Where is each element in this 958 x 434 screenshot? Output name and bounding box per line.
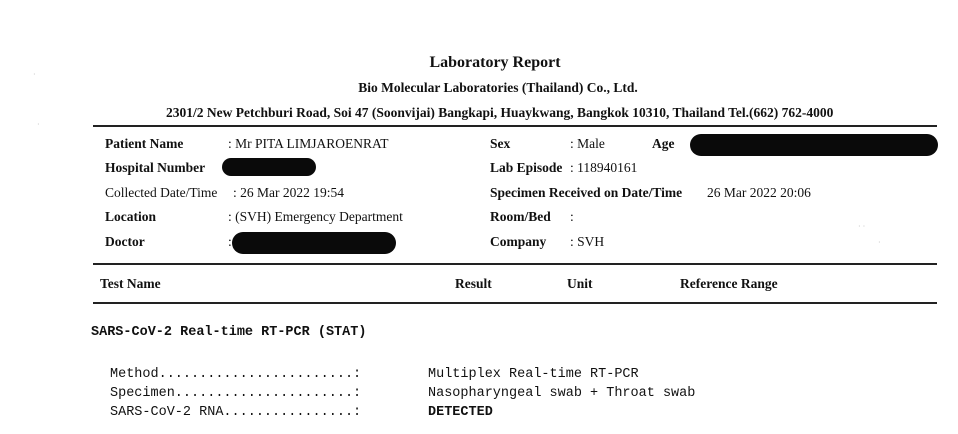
lab-address: 2301/2 New Petchburi Road, Soi 47 (Soonvijai) Bangkapi, Huaykwang, Bangkok 10310, Thailand Tel.(662) 762-4000 [166,105,834,120]
room-bed-value: : [570,209,574,224]
specimen-value: Nasopharyngeal swab + Throat swab [428,386,696,401]
hospital-number-redaction [222,158,316,176]
method-label: Method........................: [110,367,362,382]
specimen-received-value: 26 Mar 2022 20:06 [707,185,811,200]
col-reference-range: Reference Range [680,276,778,291]
rna-result-value: DETECTED [428,405,493,420]
lab-episode-value: : 118940161 [570,160,638,175]
room-bed-label: Room/Bed [490,209,551,224]
method-value: Multiplex Real-time RT-PCR [428,367,639,382]
table-header-rule [93,302,937,304]
mid-rule [93,263,937,265]
specimen-label: Specimen......................: [110,386,362,401]
lab-company-name: Bio Molecular Laboratories (Thailand) Co., Ltd. [358,80,638,95]
doctor-label: Doctor [105,234,145,249]
age-redaction [690,134,938,156]
patient-name-value: : Mr PITA LIMJAROENRAT [228,136,389,151]
patient-name-label: Patient Name [105,136,184,151]
location-value: : (SVH) Emergency Department [228,209,403,224]
col-unit: Unit [567,276,593,291]
sex-label: Sex [490,136,511,151]
collected-value: : 26 Mar 2022 19:54 [233,185,344,200]
collected-label: Collected Date/Time [105,185,218,200]
scan-speck: · [33,70,36,79]
hospital-number-label: Hospital Number [105,160,206,175]
scan-speck: · [37,120,40,129]
age-label: Age [652,136,675,151]
scan-speck: · · [858,222,866,231]
specimen-received-label: Specimen Received on Date/Time [490,185,683,200]
col-result: Result [455,276,492,291]
test-title: SARS-CoV-2 Real-time RT-PCR (STAT) [91,325,367,340]
company-value: : SVH [570,234,605,249]
doctor-colon: : [228,234,232,249]
col-test-name: Test Name [100,276,161,291]
location-label: Location [105,209,157,224]
sex-value: : Male [570,136,605,151]
doctor-redaction [232,232,396,254]
lab-episode-label: Lab Episode [490,160,563,175]
top-rule [93,125,937,127]
rna-label: SARS-CoV-2 RNA................: [110,405,362,420]
company-label: Company [490,234,547,249]
scan-speck: · [878,238,881,247]
report-title: Laboratory Report [429,54,561,71]
